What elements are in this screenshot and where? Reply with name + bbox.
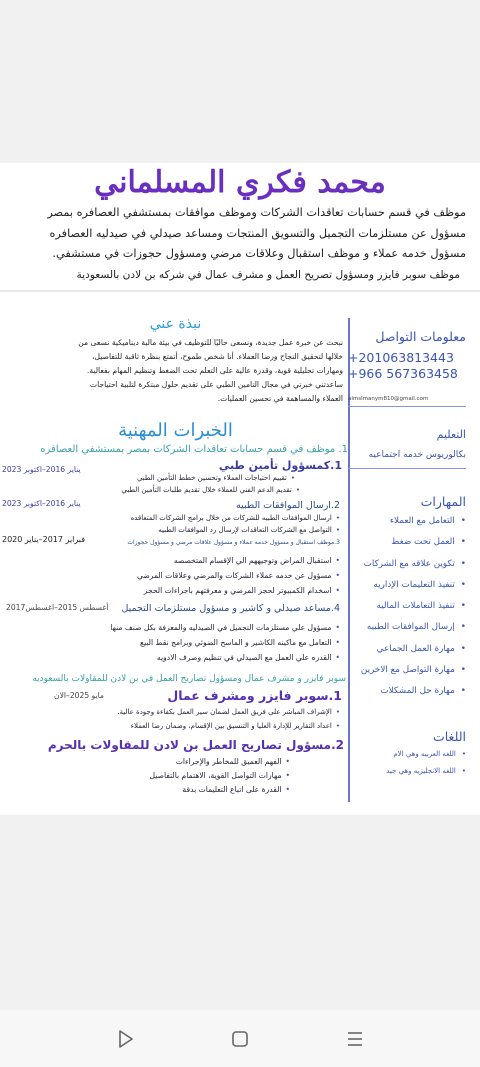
skill-item: • التعامل مع العملاء <box>348 511 466 532</box>
divider <box>0 290 480 292</box>
role-bullet: • ارسال الموافقات الطبيه للشركات من خلال برامج الشركات المتعاقده <box>131 514 340 522</box>
skill-item: • مهارة حل المشكلات <box>348 681 466 702</box>
skills-section <box>348 494 466 703</box>
about-line: العملاء والمساهمة في تحسين العمليات. <box>217 394 343 403</box>
skill-item: • مهارة التواصل مع الاخرين <box>348 660 466 681</box>
experience-section <box>8 420 343 441</box>
role-title: 1.سوبر فايزر ومشرف عمال <box>167 688 342 703</box>
role-bullet: • اسخدام الكمبيوتر لحجز المرضي و معرفتهم باجراءات الحجز <box>144 586 340 595</box>
role-date: يناير 2016–اكتوبر 2023 <box>2 499 81 508</box>
email: almslmanym810@gmail.com <box>348 396 429 402</box>
skill-item: • تنفيذ التعاملات الماليه <box>348 596 466 617</box>
language-item: • اللغه الانجليزيه وهي جيد <box>348 763 466 780</box>
role-date: أغسطس 2015–اغسطس2017 <box>6 603 109 612</box>
role-date: مايو 2025–الان <box>54 691 104 700</box>
languages-title: اللغات <box>432 729 466 744</box>
role-title: 3.موظف استقبال و مسؤول خدمه عملاء و مسؤول علاقات مرضي و مسؤول حجوزات <box>127 539 340 546</box>
role-bullet: • التواصل مع الشركات التعاقدات لإرسال رد الموافقات الطبيه <box>158 526 340 534</box>
square-home-icon[interactable] <box>225 1024 255 1054</box>
role-title: 2.ارسال الموافقات الطبيه <box>235 500 340 511</box>
role-title: 1.كمسؤول تأمين طبي <box>218 459 342 472</box>
language-item: • اللغه العربيه وهي الام <box>348 746 466 763</box>
resume-page <box>0 163 480 815</box>
candidate-name: محمد فكري المسلماني <box>94 165 386 200</box>
role-title: 2.مسؤول تصاريح العمل بن لادن للمقاولات بالحرم <box>47 738 344 752</box>
skill-item: • تكوين علاقه مع الشركات <box>348 554 466 575</box>
education-section <box>348 428 466 473</box>
summary-line: مسؤول عن مستلزمات التجميل والتسويق المنتجات ومساعد صيدلي في صيدليه العصافره <box>49 226 466 240</box>
role-bullet: • مسؤول عن خدمه عملاء الشركات والمرضي وعلاقات المرضي <box>137 571 340 580</box>
role-title: 4.مساعد صيدلي و كاشير و مسؤول مستلزمات التجميل <box>121 603 340 614</box>
role-bullet: • التعامل مع ماكينه الكاشير و الماسح الضوئي وبرامج نقط البيع <box>140 638 340 647</box>
experience-title: الخبرات المهنية <box>118 420 233 441</box>
about-title: نبذة عني <box>149 316 202 332</box>
education-title: التعليم <box>436 428 466 441</box>
skill-item: • تنفيذ التعليمات الإداريه <box>348 575 466 596</box>
about-section <box>8 316 343 406</box>
role-bullet: • تقييم احتياجات العملاء وتحسين خطط التأمين الطبي <box>137 474 295 482</box>
navigation-bar <box>0 1010 480 1067</box>
role-bullet: • القدرة على اتباع التعليمات بدقة <box>182 785 290 794</box>
contact-title: معلومات التواصل <box>375 329 466 344</box>
divider <box>348 406 466 407</box>
contact-section <box>348 329 466 411</box>
skill-item: • إرسال الموافقات الطبيه <box>348 617 466 638</box>
lines-menu-icon[interactable] <box>340 1024 370 1054</box>
summary-line: مسؤول خدمه عملاء و موظف استقبال وعلاقات مرضي ومسؤول حجوزات في مستشفي. <box>52 247 466 260</box>
role-bullet: • تقديم الدعم الفني للعملاء خلال تقديم طلبات التأمين الطبي <box>121 486 300 494</box>
summary <box>14 203 466 285</box>
about-line: نبحث عن خبرة عمل جديدة، ونسعى حاليًا للتوظيف في بيئة مالية ديناميكية نسعى من <box>78 338 343 347</box>
role-bullet: • الفهم العميق للمخاطر والإجراءات <box>176 757 290 766</box>
languages-section <box>348 729 466 780</box>
skill-item: • العمل تحت ضغط <box>348 532 466 553</box>
triangle-back-icon[interactable] <box>110 1024 140 1054</box>
divider <box>348 468 466 469</box>
about-line: خلالها لتحقيق النجاح ورضا العملاء. أنا شخص طموح، أتمتع بنظرة ثاقبة للتفاصيل، <box>92 352 343 361</box>
role-bullet: • اعداد التقارير للإدارة العليا و التنسيق بين الإقسام، وضمان رضا العملاء <box>131 722 340 730</box>
role-bullet: • مهارات التواصل القوية، الاهتمام بالتفاصيل <box>149 771 290 780</box>
role-date: يناير 2016–اكتوبر 2023 <box>2 465 81 474</box>
phone-2: +966 567363458 <box>348 366 458 381</box>
saudi-heading: سوبر فايزر و مشرف عمال ومسؤول تصاريح العمل في بن لادن للمقاولات بالسعوديه <box>32 674 346 684</box>
role-bullet: • الإشراف المباشر على فريق العمل لضمان سير العمل بكفاءة وجودة عالية. <box>117 708 340 716</box>
summary-line: موظف في قسم حسابات تعاقدات الشركات وموظف موافقات بمستشفي العصافره بمصر <box>47 206 466 219</box>
role-bullet: • القدره علي العمل مع الصيدلي في تنظيم وصرف الادويه <box>157 653 340 662</box>
phone-1: +201063813443 <box>348 350 454 365</box>
role-bullet: • مسؤول علي مستلزمات التجميل في الصيدليه والمعرفة بكل صنف منها <box>110 623 340 632</box>
about-line: ومهارات تحليلية قوية، وقدرة عالية على التعلم تحت الضغط وتنظيم المهام بفعالية. <box>86 366 343 375</box>
education-degree: بكالوريوس خدمه اجتماعيه <box>368 450 466 460</box>
role-bullet: • استقبال المراض وتوجيههم الي الإقسام المتخصصه <box>174 556 340 565</box>
summary-line: موظف سوبر فايزر ومسؤول تصريح العمل و مشرف عمال في شركه بن لادن بالسعودية <box>76 268 460 281</box>
role-date: فبراير 2017–يناير 2020 <box>2 535 86 544</box>
skills-title: المهارات <box>420 494 466 509</box>
about-line: ساعدتني خبرتي في مجال التامين الطبي على تقديم حلول مبتكرة لتلبية احتياجات <box>89 380 343 389</box>
egypt-heading: 1. موظف في قسم حسابات تعاقدات الشركات بمصر بمستشفي العصافره <box>40 444 348 455</box>
skill-item: • مهارة العمل الجماعي <box>348 639 466 660</box>
